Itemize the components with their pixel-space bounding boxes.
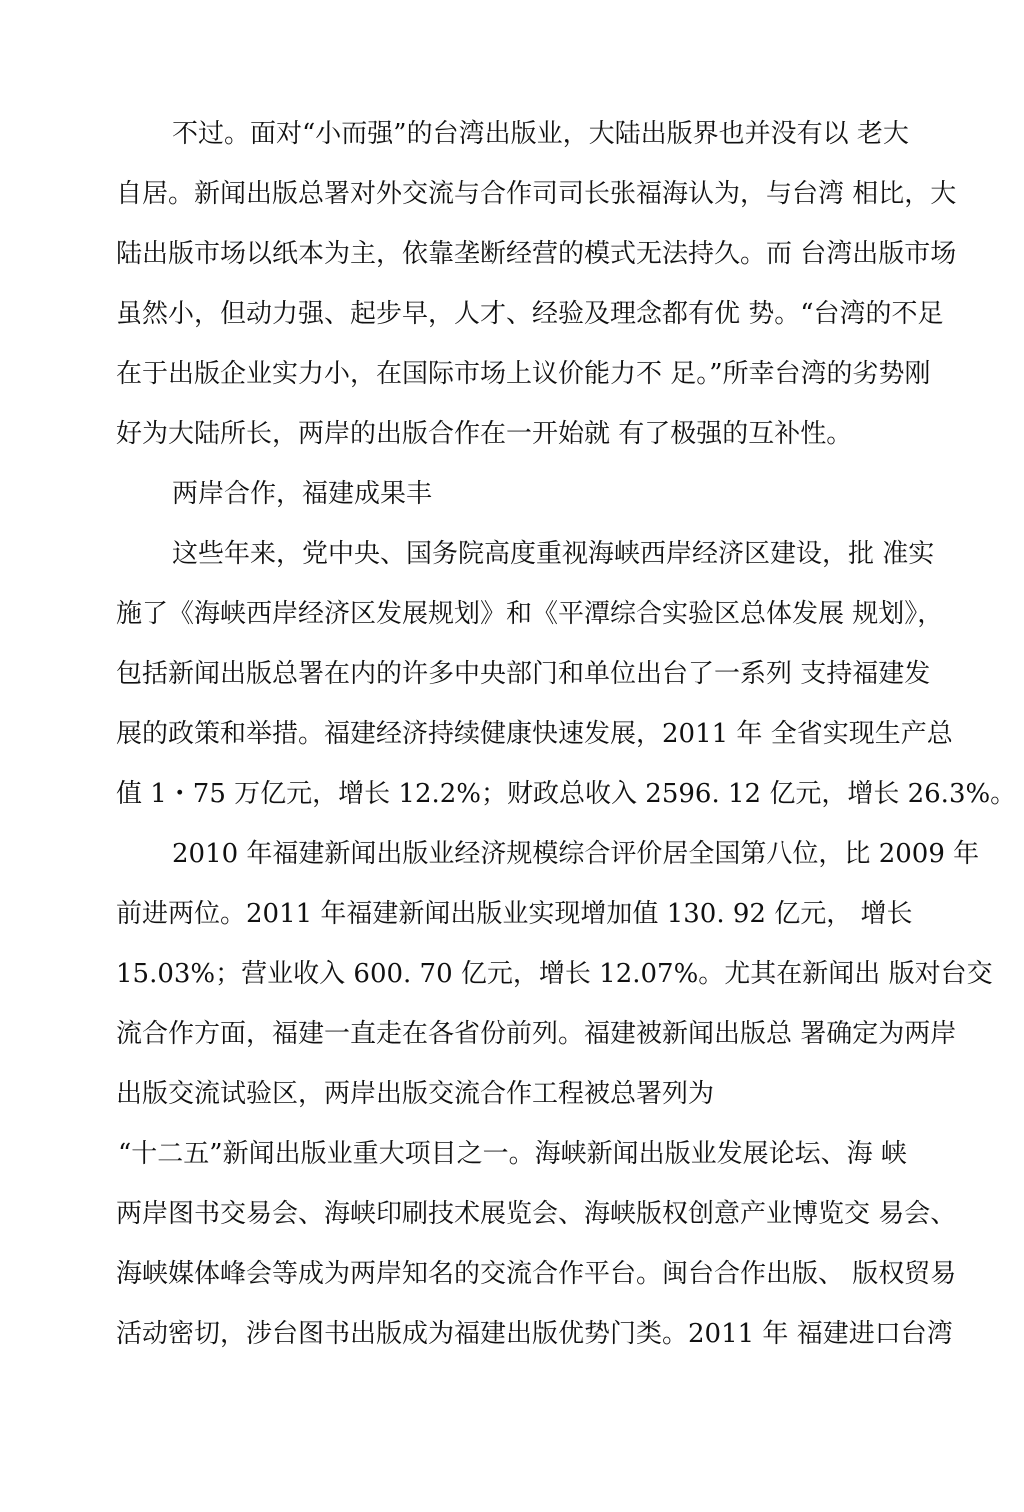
text-line-17: 出版交流试验区，两岸出版交流合作工程被总署列为	[116, 1079, 715, 1109]
text-line-12: 值 1・75 万亿元，增长 12.2%；财政总收入 2596. 12 亿元，增长 26.3%。	[116, 779, 1017, 809]
text-line-2: 自居。新闻出版总署对外交流与合作司司长张福海认为，与台湾 相比，大	[116, 179, 957, 209]
text-line-3: 陆出版市场以纸本为主，依靠垄断经营的模式无法持久。而 台湾出版市场	[116, 239, 957, 269]
text-line-4: 虽然小，但动力强、起步早，人才、经验及理念都有优 势。“台湾的不足	[116, 299, 944, 329]
text-line-1: 不过。面对“小而强”的台湾出版业，大陆出版界也并没有以 老大	[172, 119, 909, 149]
text-line-18: “十二五”新闻出版业重大项目之一。海峡新闻出版业发展论坛、海 峡	[118, 1139, 907, 1169]
text-line-8: 这些年来，党中央、国务院高度重视海峡西岸经济区建设，批 准实	[172, 539, 935, 569]
text-line-19: 两岸图书交易会、海峡印刷技术展览会、海峡版权创意产业博览交 易会、	[116, 1199, 957, 1229]
text-line-14: 前进两位。2011 年福建新闻出版业实现增加值 130. 92 亿元， 增长	[116, 899, 913, 929]
text-line-20: 海峡媒体峰会等成为两岸知名的交流合作平台。闽台合作出版、 版权贸易	[116, 1259, 957, 1289]
text-line-6: 好为大陆所长，两岸的出版合作在一开始就 有了极强的互补性。	[116, 419, 853, 449]
text-line-9: 施了《海峡西岸经济区发展规划》和《平潭综合实验区总体发展 规划》，	[116, 599, 944, 629]
text-line-16: 流合作方面，福建一直走在各省份前列。福建被新闻出版总 署确定为两岸	[116, 1019, 957, 1049]
text-line-13: 2010 年福建新闻出版业经济规模综合评价居全国第八位，比 2009 年	[172, 839, 980, 869]
text-line-15: 15.03%；营业收入 600. 70 亿元，增长 12.07%。尤其在新闻出 版对台交	[116, 959, 993, 989]
text-line-5: 在于出版企业实力小，在国际市场上议价能力不 足。”所幸台湾的劣势刚	[116, 359, 931, 389]
section-heading: 两岸合作，福建成果丰	[172, 479, 433, 509]
text-line-11: 展的政策和举措。福建经济持续健康快速发展，2011 年 全省实现生产总	[116, 719, 953, 749]
text-line-21: 活动密切，涉台图书出版成为福建出版优势门类。2011 年 福建进口台湾	[116, 1319, 953, 1349]
text-line-10: 包括新闻出版总署在内的许多中央部门和单位出台了一系列 支持福建发	[116, 659, 931, 689]
